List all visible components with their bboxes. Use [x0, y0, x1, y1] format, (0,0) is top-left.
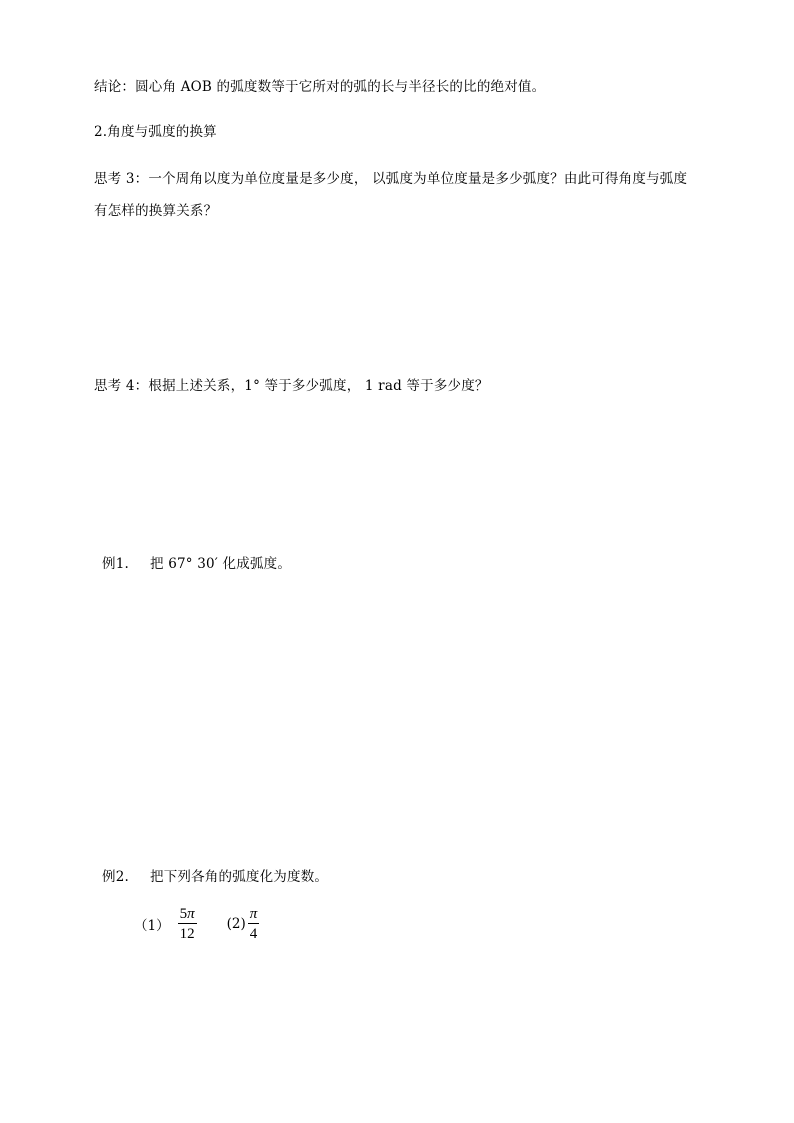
problem-1	[134, 906, 197, 942]
problem-2-denominator: 4	[249, 926, 258, 942]
think4-text: 思考 4：根据上述关系，1° 等于多少弧度， 1 rad 等于多少度？	[94, 378, 489, 394]
problem-1-numerator-coef: 5	[179, 906, 188, 922]
problem-2-label: (2)	[226, 916, 246, 932]
example2-problems	[134, 906, 259, 942]
example2-text: 把下列各角的弧度化为度数。	[150, 869, 329, 885]
problem-1-numerator-symbol: π	[187, 906, 195, 922]
problem-1-label: （1）	[134, 918, 170, 934]
example2	[102, 868, 328, 886]
problem-1-fraction	[178, 906, 197, 942]
example1	[102, 555, 291, 573]
example2-label: 例2.	[102, 869, 129, 885]
problem-1-numerator	[178, 906, 197, 924]
problem-2-fraction	[248, 906, 260, 942]
problem-2	[227, 906, 260, 942]
section-title: 2.角度与弧度的换算	[94, 124, 217, 140]
example1-text: 把 67° 30′ 化成弧度。	[150, 556, 292, 572]
problem-2-numerator-symbol: π	[249, 906, 258, 922]
think3-line2: 有怎样的换算关系？	[94, 203, 218, 219]
example1-label: 例1.	[102, 556, 129, 572]
problem-2-numerator	[248, 906, 260, 924]
think3-line1: 思考 3：一个周角以度为单位度量是多少度， 以弧度为单位度量是多少弧度？由此可得角度与弧度	[94, 171, 688, 187]
conclusion-text: 结论：圆心角 AOB 的弧度数等于它所对的弧的长与半径长的比的绝对值。	[94, 79, 546, 95]
problem-1-denominator: 12	[179, 926, 195, 942]
